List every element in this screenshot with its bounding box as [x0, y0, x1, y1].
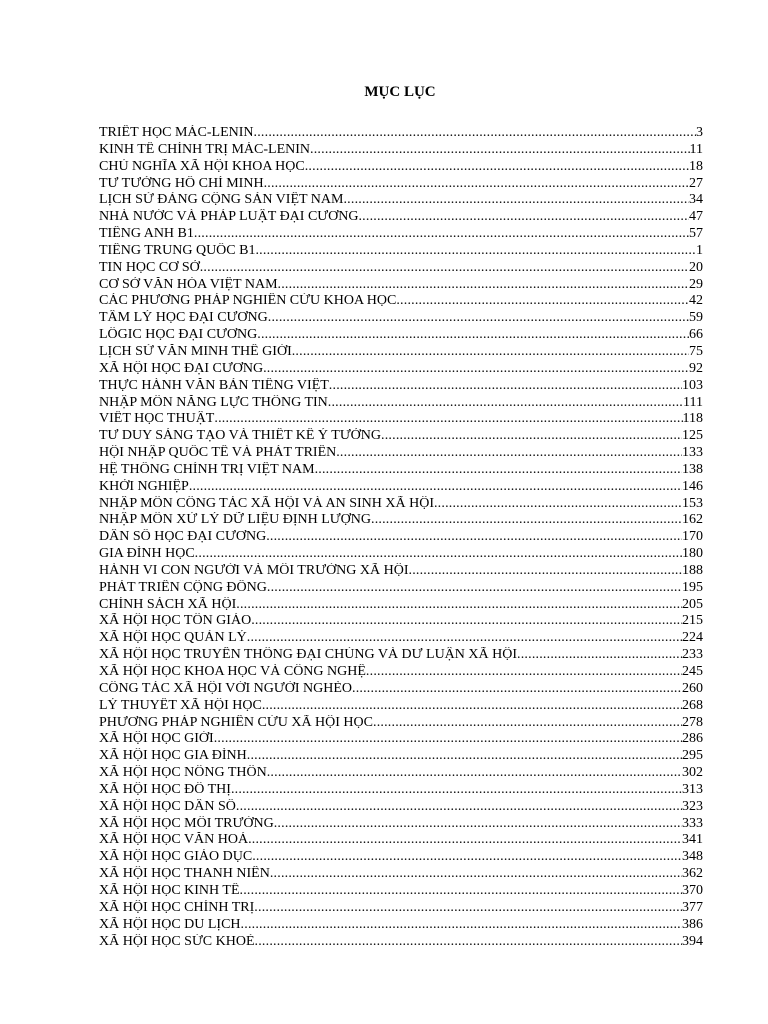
toc-entry-title: PHÁT TRIỂN CỘNG ĐỒNG	[99, 579, 267, 595]
toc-entry-page-number: 386	[682, 916, 703, 932]
toc-entry-page-number: 295	[682, 748, 703, 764]
toc-entry[interactable]	[99, 226, 703, 243]
toc-entry[interactable]	[99, 546, 703, 563]
toc-entry[interactable]	[99, 917, 703, 934]
toc-entry-title: XÃ HỘI HỌC GIÁO DỤC	[99, 849, 253, 865]
toc-entry-title: NHẬP MÔN NĂNG LỰC THÔNG TIN	[99, 394, 328, 410]
dot-leader	[263, 361, 689, 378]
toc-entry[interactable]	[99, 344, 703, 361]
toc-entry-title: XÃ HỘI HỌC QUẢN LÝ	[99, 630, 247, 646]
toc-entry-title: CƠ SỞ VĂN HÓA VIỆT NAM	[99, 276, 278, 292]
toc-entry-title: TIN HỌC CƠ SỞ	[99, 259, 200, 275]
dot-leader	[251, 613, 682, 630]
toc-entry[interactable]	[99, 462, 703, 479]
toc-entry[interactable]	[99, 428, 703, 445]
toc-entry[interactable]	[99, 176, 703, 193]
dot-leader	[366, 664, 682, 681]
toc-entry[interactable]	[99, 260, 703, 277]
toc-entry[interactable]	[99, 479, 703, 496]
dot-leader	[214, 731, 682, 748]
toc-entry-title: XÃ HỘI HỌC NÔNG THÔN	[99, 765, 267, 781]
toc-entry[interactable]	[99, 613, 703, 630]
toc-entry-title: DÂN SỐ HỌC ĐẠI CƯƠNG	[99, 529, 267, 545]
toc-entry-title: LỊCH SỬ ĐẢNG CỘNG SẢN VIỆT NAM	[99, 192, 344, 208]
toc-entry-page-number: 348	[682, 849, 703, 865]
toc-entry-title: HỘI NHẬP QUỐC TẾ VÀ PHÁT TRIỂN	[99, 445, 337, 461]
toc-entry[interactable]	[99, 327, 703, 344]
toc-entry[interactable]	[99, 900, 703, 917]
toc-entry-page-number: 370	[682, 882, 703, 898]
toc-entry-page-number: 34	[689, 192, 703, 208]
toc-entry-page-number: 377	[682, 899, 703, 915]
toc-entry-title: CHÍNH SÁCH XÃ HỘI	[99, 596, 237, 612]
toc-entry[interactable]	[99, 934, 703, 951]
dot-leader	[257, 327, 689, 344]
toc-entry-page-number: 394	[682, 933, 703, 949]
toc-entry[interactable]	[99, 849, 703, 866]
dot-leader	[292, 344, 689, 361]
toc-entry-page-number: 111	[683, 394, 703, 410]
dot-leader	[396, 293, 689, 310]
toc-entry-page-number: 268	[682, 697, 703, 713]
toc-entry-title: TÂM LÝ HỌC ĐẠI CƯƠNG	[99, 310, 268, 326]
toc-entry-title: XÃ HỘI HỌC GIỚI	[99, 731, 214, 747]
dot-leader	[267, 765, 682, 782]
toc-entry-page-number: 138	[682, 461, 703, 477]
toc-entry[interactable]	[99, 816, 703, 833]
dot-leader	[268, 310, 689, 327]
toc-entry-page-number: 20	[689, 259, 703, 275]
toc-entry[interactable]	[99, 277, 703, 294]
toc-entry-title: XÃ HỘI HỌC ĐẠI CƯƠNG	[99, 360, 264, 376]
dot-leader	[373, 715, 682, 732]
dot-leader	[310, 142, 689, 159]
toc-entry-title: HỆ THỐNG CHÍNH TRỊ VIỆT NAM	[99, 461, 315, 477]
toc-entry-title: LỊCH SỬ VĂN MINH THẾ GIỚI	[99, 343, 292, 359]
toc-entry-page-number: 323	[682, 798, 703, 814]
toc-entry[interactable]	[99, 715, 703, 732]
dot-leader	[278, 277, 689, 294]
toc-entry[interactable]	[99, 496, 703, 513]
toc-entry-page-number: 47	[689, 209, 703, 225]
toc-entry-page-number: 146	[682, 478, 703, 494]
toc-entry[interactable]	[99, 529, 703, 546]
toc-entry[interactable]	[99, 192, 703, 209]
toc-entry-page-number: 125	[682, 428, 703, 444]
dot-leader	[328, 395, 683, 412]
dot-leader	[252, 849, 682, 866]
toc-entry[interactable]	[99, 580, 703, 597]
toc-entry-title: LÔGIC HỌC ĐẠI CƯƠNG	[99, 327, 258, 343]
toc-entry-page-number: 180	[682, 546, 703, 562]
toc-entry-title: KHỞI NGHIỆP	[99, 478, 189, 494]
toc-entry[interactable]	[99, 883, 703, 900]
toc-entry[interactable]	[99, 832, 703, 849]
toc-entry[interactable]	[99, 512, 703, 529]
toc-entry[interactable]	[99, 125, 703, 142]
toc-entry[interactable]	[99, 731, 703, 748]
toc-entry-title: CHỦ NGHĨA XÃ HỘI KHOA HỌC	[99, 158, 305, 174]
toc-entry[interactable]	[99, 664, 703, 681]
toc-entry-page-number: 302	[682, 765, 703, 781]
dot-leader	[195, 546, 682, 563]
toc-entry-title: NHÀ NƯỚC VÀ PHÁP LUẬT ĐẠI CƯƠNG	[99, 209, 359, 225]
dot-leader	[315, 462, 682, 479]
page-title: MỤC LỤC	[364, 84, 436, 100]
toc-entry-page-number: 118	[682, 411, 703, 427]
toc-entry[interactable]	[99, 159, 703, 176]
toc-entry-page-number: 362	[682, 866, 703, 882]
toc-entry[interactable]	[99, 293, 703, 310]
dot-leader	[241, 917, 682, 934]
dot-leader	[358, 209, 689, 226]
dot-leader	[352, 681, 682, 698]
toc-entry-page-number: 3	[696, 125, 703, 140]
toc-entry[interactable]	[99, 142, 703, 159]
toc-entry-title: XÃ HỘI HỌC DÂN SỐ	[99, 798, 236, 814]
dot-leader	[266, 529, 682, 546]
toc-entry-title: XÃ HỘI HỌC KHOA HỌC VÀ CÔNG NGHỆ	[99, 664, 366, 679]
dot-leader	[381, 428, 682, 445]
toc-entry-page-number: 92	[689, 360, 703, 376]
dot-leader	[200, 260, 689, 277]
toc-entry-title: TƯ TƯỞNG HỒ CHÍ MINH	[99, 175, 264, 191]
toc-entry[interactable]	[99, 765, 703, 782]
toc-entry-title: XÃ HỘI HỌC CHÍNH TRỊ	[99, 899, 255, 915]
dot-leader	[329, 378, 682, 395]
toc-entry[interactable]	[99, 681, 703, 698]
dot-leader	[194, 226, 689, 243]
dot-leader	[434, 496, 682, 513]
toc-entry-page-number: 11	[689, 141, 703, 157]
toc-entry-title: XÃ HỘI HỌC MÔI TRƯỜNG	[99, 815, 274, 831]
toc-entry[interactable]	[99, 647, 703, 664]
toc-entry-title: TRIẾT HỌC MÁC-LENIN	[99, 125, 254, 140]
toc-entry[interactable]	[99, 395, 703, 412]
toc-entry[interactable]	[99, 563, 703, 580]
dot-leader	[371, 512, 682, 529]
dot-leader	[274, 816, 682, 833]
toc-entry-page-number: 188	[682, 562, 703, 578]
toc-entry-title: TƯ DUY SÁNG TẠO VÀ THIẾT KẾ Ý TƯỞNG	[99, 428, 382, 444]
toc-entry-title: LÝ THUYẾT XÃ HỘI HỌC	[99, 697, 262, 713]
toc-entry-title: CÁC PHƯƠNG PHÁP NGHIÊN CỨU KHOA HỌC	[99, 293, 397, 309]
toc-entry-page-number: 133	[682, 445, 703, 461]
toc-entry-page-number: 59	[689, 310, 703, 326]
toc-entry-page-number: 57	[689, 226, 703, 242]
toc-entry-title: XÃ HỘI HỌC SỨC KHOẺ	[99, 933, 255, 949]
dot-leader	[236, 799, 682, 816]
toc-entry[interactable]	[99, 378, 703, 395]
toc-entry-page-number: 233	[682, 647, 703, 663]
toc-entry-page-number: 170	[682, 529, 703, 545]
dot-leader	[214, 411, 682, 428]
toc-entry-title: TIẾNG TRUNG QUỐC B1	[99, 242, 256, 258]
toc-entry-title: XÃ HỘI HỌC DU LỊCH	[99, 916, 241, 932]
dot-leader	[240, 883, 682, 900]
toc-entry[interactable]	[99, 748, 703, 765]
dot-leader	[264, 176, 689, 193]
toc-entry[interactable]	[99, 243, 703, 260]
toc-entry-page-number: 162	[682, 512, 703, 528]
toc-entry-title: NHẬP MÔN XỬ LÝ DỮ LIỆU ĐỊNH LƯỢNG	[99, 512, 371, 528]
toc-entry-title: HÀNH VI CON NGƯỜI VÀ MÔI TRƯỜNG XÃ HỘI	[99, 562, 409, 578]
toc-entry-page-number: 215	[682, 613, 703, 629]
toc-entry-page-number: 224	[682, 630, 703, 646]
dot-leader	[305, 159, 689, 176]
dot-leader	[247, 748, 682, 765]
toc-entry-title: XÃ HỘI HỌC KINH TẾ	[99, 882, 240, 898]
dot-leader	[517, 647, 682, 664]
toc-entry[interactable]	[99, 799, 703, 816]
toc-entry-title: XÃ HỘI HỌC GIA ĐÌNH	[99, 748, 247, 764]
toc-entry-title: GIA ĐÌNH HỌC	[99, 546, 195, 562]
toc-entry[interactable]	[99, 630, 703, 647]
toc-entry-title: XÃ HỘI HỌC ĐÔ THỊ	[99, 781, 231, 797]
toc-entry-page-number: 103	[682, 377, 703, 393]
toc-entry-title: KINH TẾ CHÍNH TRỊ MÁC-LENIN	[99, 141, 311, 157]
toc-entry-page-number: 27	[689, 175, 703, 191]
toc-entry-page-number: 1	[696, 242, 703, 258]
dot-leader	[254, 125, 696, 142]
toc-entry-page-number: 278	[682, 714, 703, 730]
toc-entry[interactable]	[99, 445, 703, 462]
toc-entry[interactable]	[99, 361, 703, 378]
toc-entry[interactable]	[99, 698, 703, 715]
dot-leader	[343, 192, 689, 209]
toc-entry-page-number: 29	[689, 276, 703, 292]
dot-leader	[248, 832, 682, 849]
toc-entry-title: XÃ HỘI HỌC VĂN HOÁ	[99, 832, 249, 848]
toc-entry-page-number: 153	[682, 495, 703, 511]
toc-entry-page-number: 286	[682, 731, 703, 747]
dot-leader	[262, 698, 682, 715]
dot-leader	[270, 866, 682, 883]
dot-leader	[254, 900, 682, 917]
toc-entry[interactable]	[99, 866, 703, 883]
toc-entry[interactable]	[99, 411, 703, 428]
dot-leader	[236, 597, 682, 614]
dot-leader	[267, 580, 682, 597]
toc-entry-title: CÔNG TÁC XÃ HỘI VỚI NGƯỜI NGHÈO	[99, 680, 352, 696]
toc-entry-page-number: 333	[682, 815, 703, 831]
dot-leader	[409, 563, 683, 580]
table-of-contents	[99, 125, 703, 950]
toc-entry-title: TIẾNG ANH B1	[99, 226, 194, 242]
toc-entry-page-number: 66	[689, 327, 703, 343]
toc-entry-page-number: 245	[682, 664, 703, 679]
toc-entry-page-number: 42	[689, 293, 703, 309]
toc-entry-title: XÃ HỘI HỌC TRUYỀN THÔNG ĐẠI CHÚNG VÀ DƯ LUẬN XÃ HỘI	[99, 647, 518, 663]
toc-entry-title: PHƯƠNG PHÁP NGHIÊN CỨU XÃ HỘI HỌC	[99, 714, 373, 730]
toc-entry-title: XÃ HỘI HỌC TÔN GIÁO	[99, 613, 252, 629]
dot-leader	[336, 445, 682, 462]
toc-entry[interactable]	[99, 782, 703, 799]
dot-leader	[247, 630, 682, 647]
toc-entry-title: THỰC HÀNH VĂN BẢN TIẾNG VIỆT	[99, 377, 329, 393]
toc-entry-title: NHẬP MÔN CÔNG TÁC XÃ HỘI VÀ AN SINH XÃ HỘI	[99, 495, 434, 511]
toc-entry-page-number: 205	[682, 596, 703, 612]
toc-entry[interactable]	[99, 310, 703, 327]
toc-entry-page-number: 341	[682, 832, 703, 848]
toc-entry[interactable]	[99, 597, 703, 614]
toc-entry-title: XÃ HỘI HỌC THANH NIÊN	[99, 866, 270, 882]
toc-entry-page-number: 75	[689, 343, 703, 359]
toc-entry-page-number: 313	[682, 781, 703, 797]
toc-entry-page-number: 260	[682, 680, 703, 696]
dot-leader	[231, 782, 682, 799]
dot-leader	[189, 479, 682, 496]
toc-entry[interactable]	[99, 209, 703, 226]
toc-entry-title: VIẾT HỌC THUẬT	[99, 411, 215, 427]
dot-leader	[255, 934, 682, 951]
toc-entry-page-number: 195	[682, 579, 703, 595]
dot-leader	[255, 243, 696, 260]
toc-entry-page-number: 18	[689, 158, 703, 174]
